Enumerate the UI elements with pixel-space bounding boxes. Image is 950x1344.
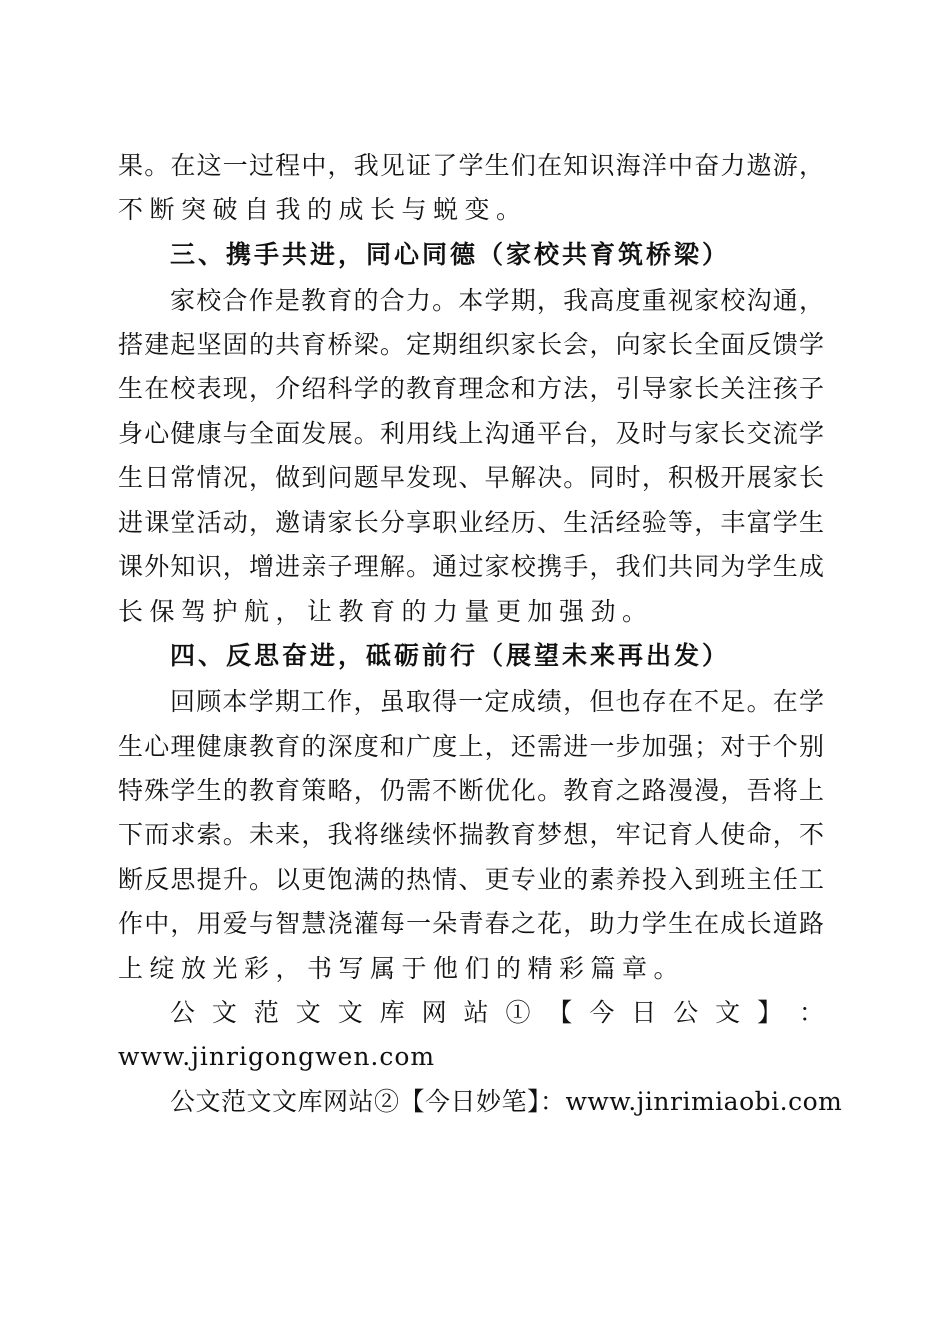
body-line: 生在校表现，介绍科学的教育理念和方法，引导家长关注孩子	[118, 374, 824, 403]
body-line: 长保驾护航，让教育的力量更加强劲。	[118, 597, 654, 626]
body-line: 家校合作是教育的合力。本学期，我高度重视家校沟通，	[170, 286, 824, 315]
body-line: 特殊学生的教育策略，仍需不断优化。教育之路漫漫，吾将上	[118, 776, 824, 805]
body-line: 上绽放光彩，书写属于他们的精彩篇章。	[118, 954, 686, 983]
body-line: 生日常情况，做到问题早发现、早解决。同时，积极开展家长	[118, 463, 824, 492]
footer-site-2[interactable]: 公文范文文库网站②【今日妙笔】：www.jinrimiaobi.com	[170, 1087, 843, 1116]
body-line: 身心健康与全面发展。利用线上沟通平台，及时与家长交流学	[118, 419, 824, 448]
section-3-heading: 三、携手共进，同心同德（家校共育筑桥梁）	[170, 240, 731, 269]
body-line: 作中，用爱与智慧浇灌每一朵青春之花，助力学生在成长道路	[118, 909, 824, 938]
body-line: 回顾本学期工作，虽取得一定成绩，但也存在不足。在学	[170, 687, 824, 716]
body-line: 断反思提升。以更饱满的热情、更专业的素养投入到班主任工	[118, 865, 824, 894]
footer-site-1-url[interactable]: www.jinrigongwen.com	[118, 1042, 436, 1071]
footer-site-1-label: 公 文 范 文 文 库 网 站 ① 【 今 日 公 文 】 ：	[170, 998, 824, 1027]
body-line: 不断突破自我的成长与蜕变。	[118, 195, 528, 224]
body-line: 进课堂活动，邀请家长分享职业经历、生活经验等，丰富学生	[118, 508, 824, 537]
body-line: 生心理健康教育的深度和广度上，还需进一步加强；对于个别	[118, 732, 824, 761]
body-line: 搭建起坚固的共育桥梁。定期组织家长会，向家长全面反馈学	[118, 330, 824, 359]
section-4-heading: 四、反思奋进，砥砺前行（展望未来再出发）	[170, 641, 731, 670]
body-line: 下而求索。未来，我将继续怀揣教育梦想，牢记育人使命，不	[118, 820, 824, 849]
body-line: 果。在这一过程中，我见证了学生们在知识海洋中奋力遨游，	[118, 151, 824, 180]
body-line: 课外知识，增进亲子理解。通过家校携手，我们共同为学生成	[118, 552, 824, 581]
